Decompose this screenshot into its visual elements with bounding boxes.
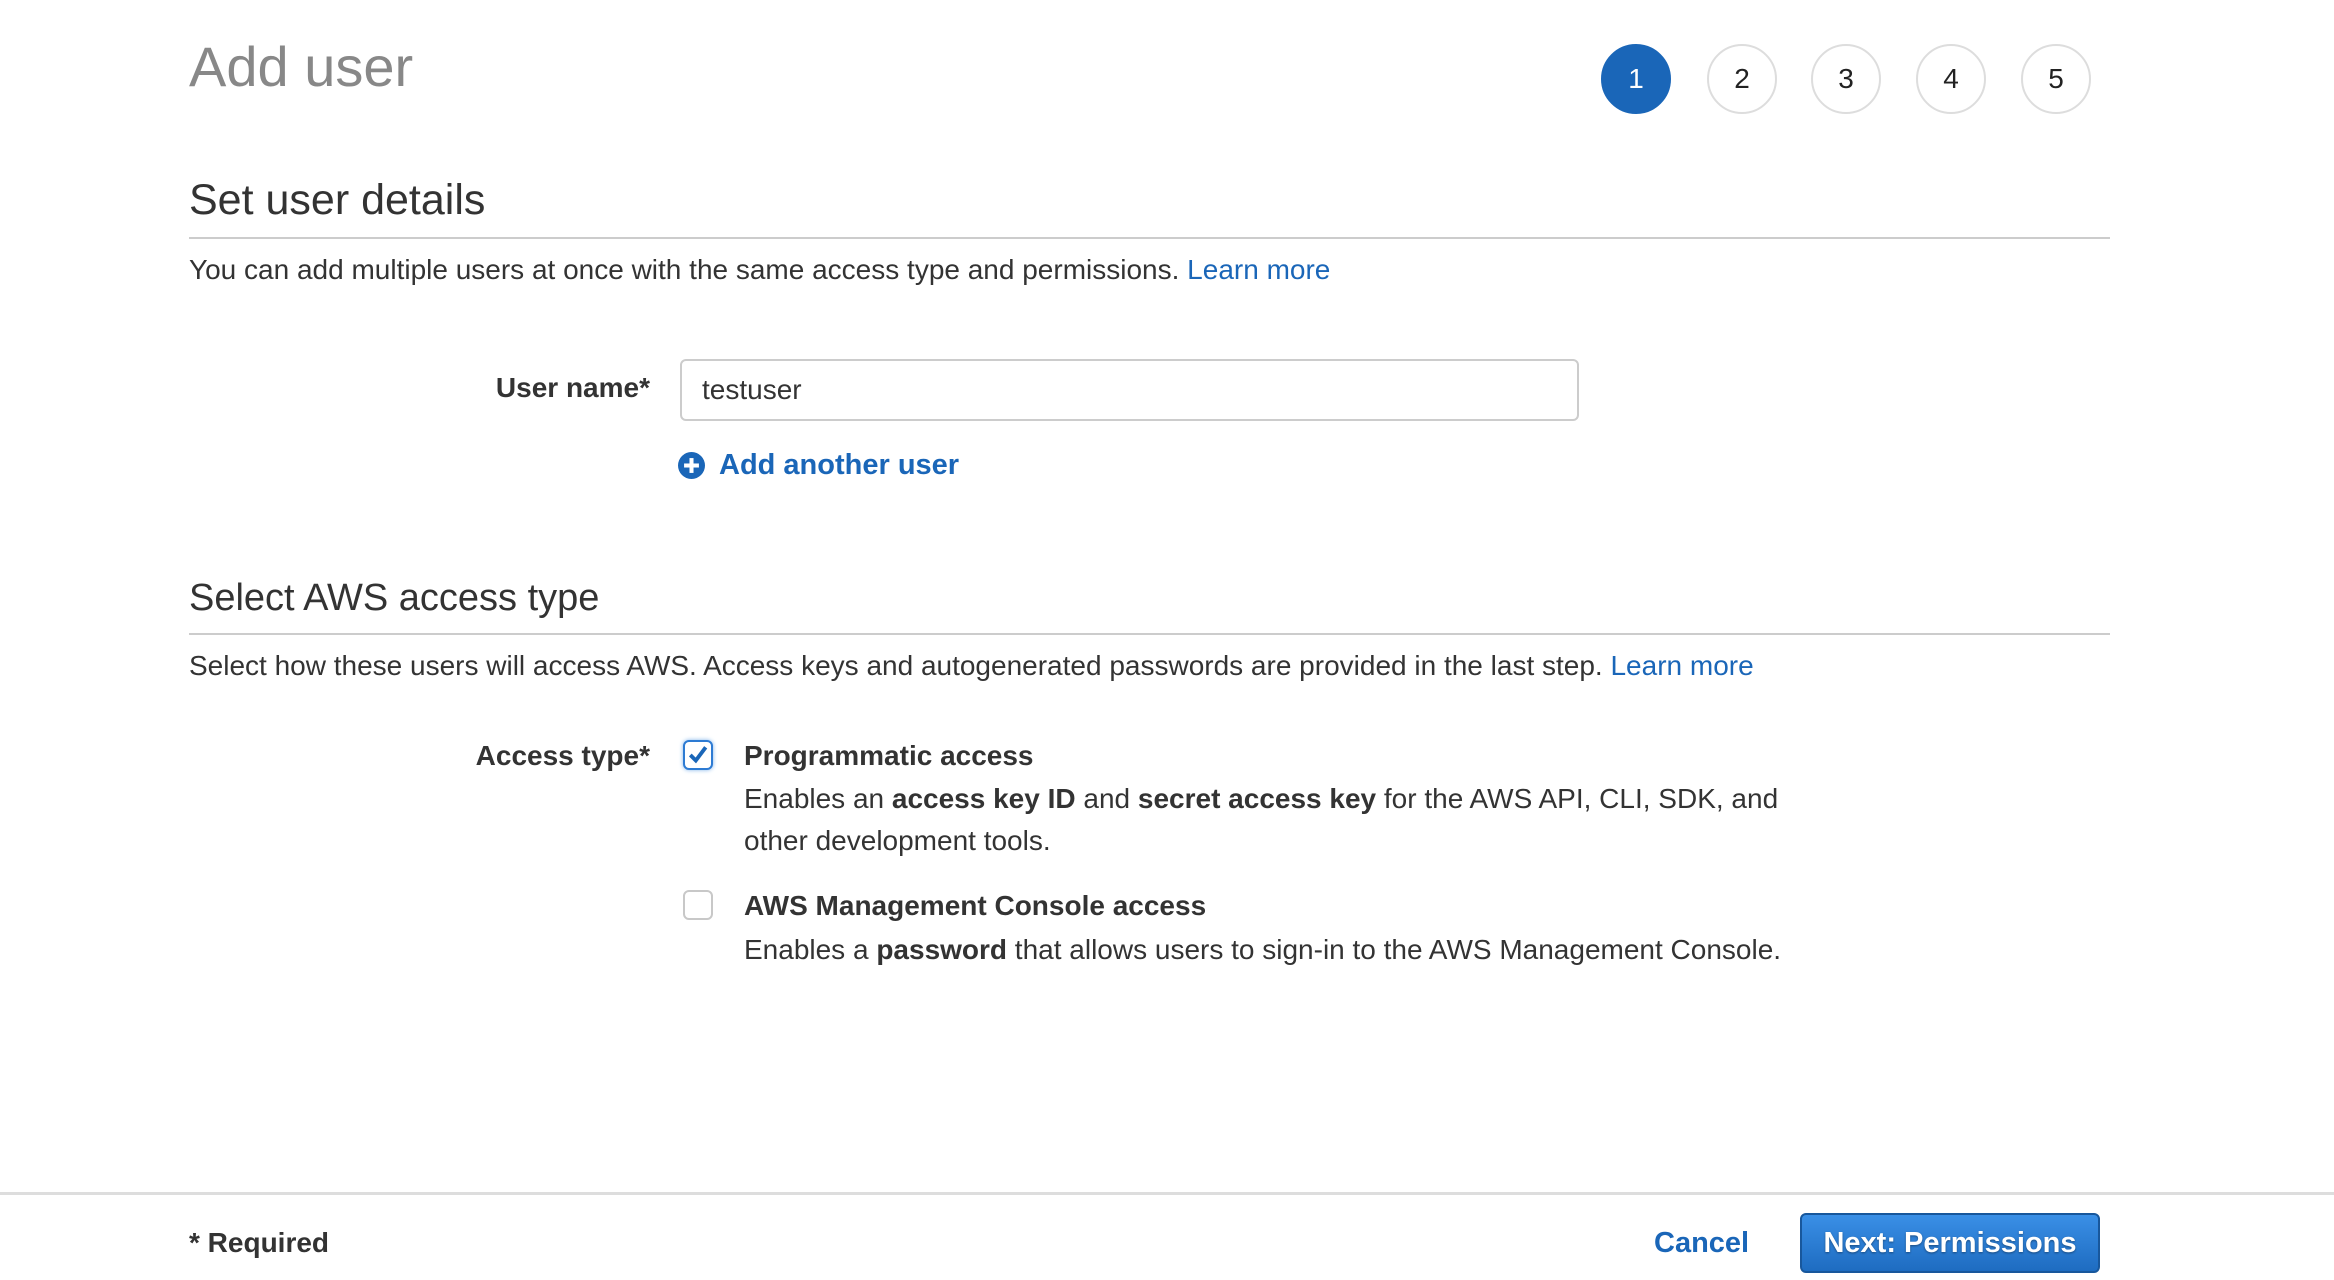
plus-circle-icon [678,452,705,479]
learn-more-link[interactable]: Learn more [1187,254,1331,285]
description-text: Select how these users will access AWS. Access keys and autogenerated passwords are provided in the last step. [189,650,1603,681]
add-another-user-button[interactable] [678,449,959,482]
learn-more-link[interactable]: Learn more [1610,650,1754,681]
text-bold: access key ID [891,783,1076,814]
text: Enables a [744,934,877,965]
console-access-description [744,929,1944,971]
text: for the AWS API, CLI, SDK, and other development tools. [744,783,1779,856]
section-heading-access-type: Select AWS access type [189,577,600,619]
required-note: * Required [189,1227,330,1258]
step-4[interactable]: 4 [1916,44,1986,114]
description-text: You can add multiple users at once with the same access type and permissions. [189,254,1180,285]
user-details-description [189,254,1330,286]
text-bold: password [876,934,1008,965]
checkmark-icon [687,744,709,766]
step-1[interactable]: 1 [1601,44,1671,114]
divider [189,633,2110,635]
footer-divider [0,1192,2334,1195]
access-type-description [189,650,1754,682]
step-5[interactable]: 5 [2021,44,2091,114]
text: and [1075,783,1138,814]
step-2[interactable]: 2 [1707,44,1777,114]
access-type-label: Access type* [475,740,650,771]
console-access-title: AWS Management Console access [744,890,1207,921]
next-permissions-button[interactable]: Next: Permissions [1800,1213,2100,1273]
text: that allows users to sign-in to the AWS Management Console. [1007,934,1782,965]
user-name-input[interactable] [680,359,1579,421]
add-another-user-label: Add another user [719,449,960,481]
console-access-checkbox[interactable] [683,890,713,920]
divider [189,237,2110,239]
programmatic-access-title: Programmatic access [744,740,1034,771]
text-bold: secret access key [1137,783,1377,814]
programmatic-access-checkbox[interactable] [683,740,713,770]
programmatic-access-description [744,778,1844,862]
user-name-label: User name* [495,372,650,403]
text: Enables an [744,783,892,814]
step-3[interactable]: 3 [1811,44,1881,114]
page-title: Add user [189,35,414,98]
section-heading-user-details: Set user details [189,176,486,224]
cancel-button[interactable]: Cancel [1654,1227,1750,1259]
